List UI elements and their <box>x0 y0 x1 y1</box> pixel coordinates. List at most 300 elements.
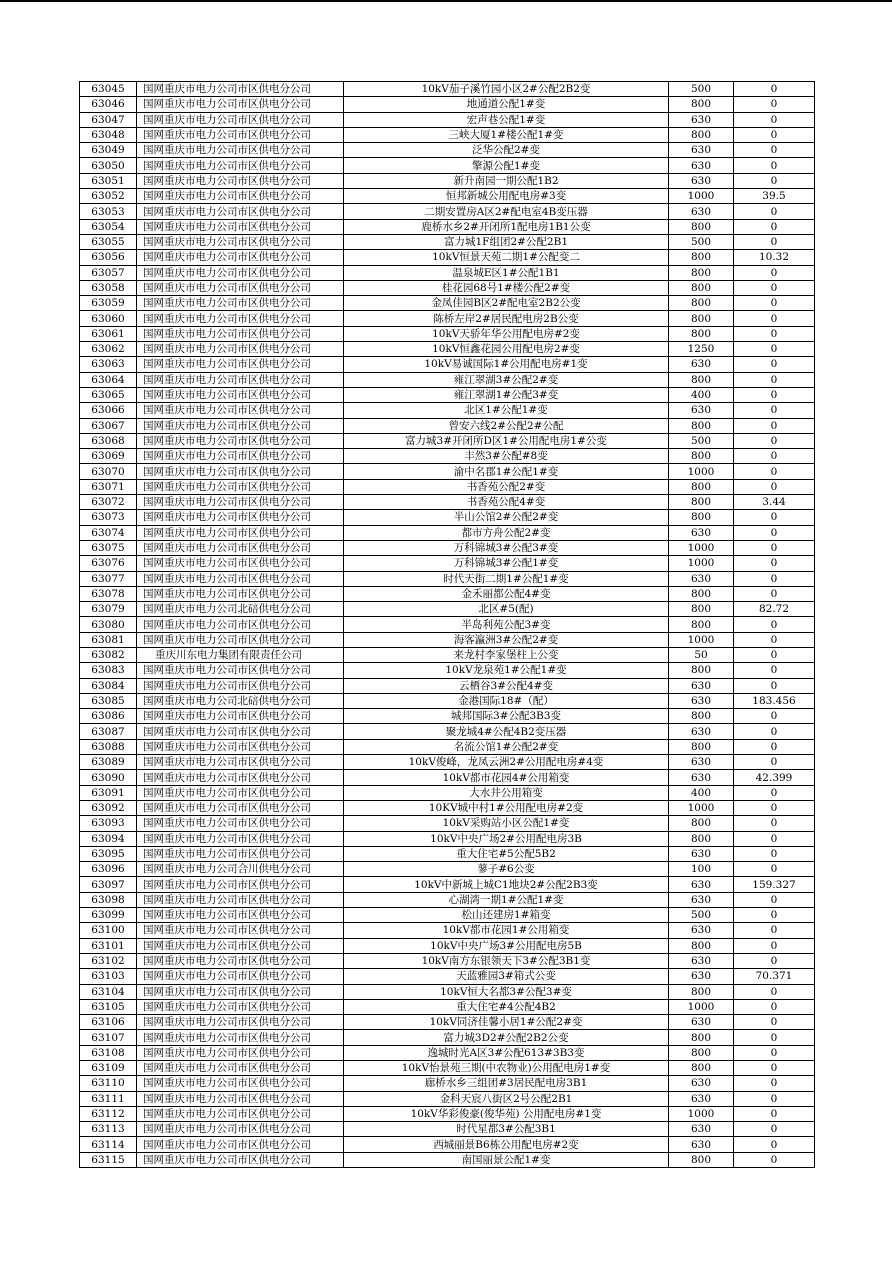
capacity-cell: 1000 <box>669 556 734 571</box>
value-cell: 0 <box>734 724 815 739</box>
value-cell: 0 <box>734 1061 815 1076</box>
value-cell: 0 <box>734 418 815 433</box>
company-cell: 国网重庆市电力公司市区供电分公司 <box>137 556 344 571</box>
company-cell: 国网重庆市电力公司市区供电分公司 <box>137 265 344 280</box>
company-cell: 重庆川东电力集团有限责任公司 <box>137 647 344 662</box>
company-cell: 国网重庆市电力公司市区供电分公司 <box>137 510 344 525</box>
row-id-cell: 63077 <box>80 571 137 586</box>
substation-name-cell: 万科锦城3#公配1#变 <box>344 556 669 571</box>
company-cell: 国网重庆市电力公司市区供电分公司 <box>137 1122 344 1137</box>
table-row <box>80 739 815 754</box>
row-id-cell: 63062 <box>80 342 137 357</box>
value-cell: 0 <box>734 82 815 97</box>
row-id-cell: 63101 <box>80 938 137 953</box>
value-cell: 0 <box>734 403 815 418</box>
company-cell: 国网重庆市电力公司市区供电分公司 <box>137 755 344 770</box>
capacity-cell: 800 <box>669 219 734 234</box>
table-row <box>80 143 815 158</box>
table-row <box>80 693 815 708</box>
capacity-cell: 500 <box>669 234 734 249</box>
row-id-cell: 63076 <box>80 556 137 571</box>
table-row <box>80 984 815 999</box>
substation-name-cell: 曾安六线2#公配2#公配 <box>344 418 669 433</box>
substation-name-cell: 10kV采购站小区公配1#变 <box>344 816 669 831</box>
table-row <box>80 632 815 647</box>
row-id-cell: 63090 <box>80 770 137 785</box>
company-cell: 国网重庆市电力公司市区供电分公司 <box>137 357 344 372</box>
capacity-cell: 630 <box>669 892 734 907</box>
substation-name-cell: 书香苑公配2#变 <box>344 479 669 494</box>
row-id-cell: 63111 <box>80 1091 137 1106</box>
table-row <box>80 724 815 739</box>
company-cell: 国网重庆市电力公司市区供电分公司 <box>137 632 344 647</box>
capacity-cell: 800 <box>669 602 734 617</box>
table-row <box>80 1015 815 1030</box>
value-cell: 0 <box>734 586 815 601</box>
value-cell: 0 <box>734 892 815 907</box>
table-row <box>80 571 815 586</box>
value-cell: 0 <box>734 479 815 494</box>
capacity-cell: 800 <box>669 250 734 265</box>
substation-name-cell: 10kV怡景苑三期(中农物业)公用配电房1#变 <box>344 1061 669 1076</box>
value-cell: 0 <box>734 143 815 158</box>
substation-name-cell: 10kV茄子溪竹园小区2#公配2B2变 <box>344 82 669 97</box>
row-id-cell: 63107 <box>80 1030 137 1045</box>
capacity-cell: 630 <box>669 1122 734 1137</box>
row-id-cell: 63066 <box>80 403 137 418</box>
table-row <box>80 785 815 800</box>
capacity-cell: 630 <box>669 403 734 418</box>
substation-name-cell: 名流公馆1#公配2#变 <box>344 739 669 754</box>
row-id-cell: 63108 <box>80 1045 137 1060</box>
value-cell: 0 <box>734 158 815 173</box>
value-cell: 0 <box>734 1091 815 1106</box>
row-id-cell: 63105 <box>80 999 137 1014</box>
capacity-cell: 630 <box>669 1076 734 1091</box>
table-row <box>80 816 815 831</box>
table-row <box>80 326 815 341</box>
table-row <box>80 510 815 525</box>
value-cell: 0 <box>734 204 815 219</box>
substation-name-cell: 10kV恒景天苑二期1#公配变二 <box>344 250 669 265</box>
capacity-cell: 800 <box>669 739 734 754</box>
table-row <box>80 387 815 402</box>
value-cell: 0 <box>734 923 815 938</box>
company-cell: 国网重庆市电力公司市区供电分公司 <box>137 709 344 724</box>
capacity-cell: 1000 <box>669 800 734 815</box>
company-cell: 国网重庆市电力公司市区供电分公司 <box>137 953 344 968</box>
company-cell: 国网重庆市电力公司市区供电分公司 <box>137 127 344 142</box>
table-row <box>80 479 815 494</box>
capacity-cell: 800 <box>669 495 734 510</box>
row-id-cell: 63052 <box>80 189 137 204</box>
substation-name-cell: 新升南园一期公配1B2 <box>344 173 669 188</box>
table-row <box>80 189 815 204</box>
table-row <box>80 280 815 295</box>
row-id-cell: 63057 <box>80 265 137 280</box>
row-id-cell: 63088 <box>80 739 137 754</box>
table-row <box>80 265 815 280</box>
value-cell: 183.456 <box>734 693 815 708</box>
value-cell: 0 <box>734 999 815 1014</box>
company-cell: 国网重庆市电力公司市区供电分公司 <box>137 372 344 387</box>
table-row <box>80 831 815 846</box>
value-cell: 3.44 <box>734 495 815 510</box>
capacity-cell: 800 <box>669 479 734 494</box>
substation-name-cell: 10kV南方东银领天下3#公配3B1变 <box>344 953 669 968</box>
table-row <box>80 800 815 815</box>
row-id-cell: 63065 <box>80 387 137 402</box>
company-cell: 国网重庆市电力公司市区供电分公司 <box>137 540 344 555</box>
company-cell: 国网重庆市电力公司市区供电分公司 <box>137 342 344 357</box>
capacity-cell: 500 <box>669 82 734 97</box>
row-id-cell: 63115 <box>80 1152 137 1167</box>
capacity-cell: 630 <box>669 693 734 708</box>
capacity-cell: 800 <box>669 311 734 326</box>
row-id-cell: 63045 <box>80 82 137 97</box>
value-cell: 10.32 <box>734 250 815 265</box>
company-cell: 国网重庆市电力公司市区供电分公司 <box>137 1061 344 1076</box>
value-cell: 0 <box>734 678 815 693</box>
table-row <box>80 1030 815 1045</box>
substation-name-cell: 10kV龙泉苑1#公配1#变 <box>344 663 669 678</box>
row-id-cell: 63086 <box>80 709 137 724</box>
capacity-cell: 500 <box>669 433 734 448</box>
substation-name-cell: 富力城3#开闭所D区1#公用配电房1#公变 <box>344 433 669 448</box>
company-cell: 国网重庆市电力公司市区供电分公司 <box>137 1137 344 1152</box>
table-row <box>80 663 815 678</box>
table-row <box>80 82 815 97</box>
value-cell: 0 <box>734 831 815 846</box>
company-cell: 国网重庆市电力公司市区供电分公司 <box>137 785 344 800</box>
capacity-cell: 800 <box>669 510 734 525</box>
table-row <box>80 158 815 173</box>
capacity-cell: 1000 <box>669 189 734 204</box>
value-cell: 0 <box>734 234 815 249</box>
company-cell: 国网重庆市电力公司市区供电分公司 <box>137 189 344 204</box>
capacity-cell: 1000 <box>669 1106 734 1121</box>
value-cell: 0 <box>734 112 815 127</box>
row-id-cell: 63059 <box>80 296 137 311</box>
value-cell: 0 <box>734 755 815 770</box>
company-cell: 国网重庆市电力公司合川供电分公司 <box>137 862 344 877</box>
substation-name-cell: 松山还建房1#箱变 <box>344 908 669 923</box>
substation-name-cell: 渝中名郡1#公配1#变 <box>344 464 669 479</box>
table-row <box>80 617 815 632</box>
table-row <box>80 112 815 127</box>
capacity-cell: 800 <box>669 127 734 142</box>
value-cell: 42.399 <box>734 770 815 785</box>
substation-table <box>79 81 815 1168</box>
table-row <box>80 357 815 372</box>
table-row <box>80 418 815 433</box>
capacity-cell: 800 <box>669 1045 734 1060</box>
company-cell: 国网重庆市电力公司市区供电分公司 <box>137 1106 344 1121</box>
row-id-cell: 63079 <box>80 602 137 617</box>
company-cell: 国网重庆市电力公司市区供电分公司 <box>137 82 344 97</box>
substation-name-cell: 10kV中新城上城C1地块2#公配2B3变 <box>344 877 669 892</box>
value-cell: 0 <box>734 1122 815 1137</box>
table-row <box>80 862 815 877</box>
table-row <box>80 969 815 984</box>
company-cell: 国网重庆市电力公司市区供电分公司 <box>137 296 344 311</box>
row-id-cell: 63112 <box>80 1106 137 1121</box>
row-id-cell: 63049 <box>80 143 137 158</box>
row-id-cell: 63106 <box>80 1015 137 1030</box>
substation-name-cell: 来龙村李家堡柱上公变 <box>344 647 669 662</box>
table-row <box>80 877 815 892</box>
substation-name-cell: 大水井公用箱变 <box>344 785 669 800</box>
company-cell: 国网重庆市电力公司市区供电分公司 <box>137 219 344 234</box>
capacity-cell: 630 <box>669 1137 734 1152</box>
value-cell: 0 <box>734 984 815 999</box>
table-row <box>80 647 815 662</box>
company-cell: 国网重庆市电力公司市区供电分公司 <box>137 846 344 861</box>
row-id-cell: 63081 <box>80 632 137 647</box>
substation-name-cell: 地通道公配1#变 <box>344 97 669 112</box>
substation-name-cell: 二期安置房A区2#配电室4B变压器 <box>344 204 669 219</box>
table-row <box>80 525 815 540</box>
capacity-cell: 800 <box>669 1152 734 1167</box>
value-cell: 0 <box>734 433 815 448</box>
company-cell: 国网重庆市电力公司市区供电分公司 <box>137 173 344 188</box>
row-id-cell: 63072 <box>80 495 137 510</box>
capacity-cell: 630 <box>669 923 734 938</box>
page-top-rule <box>0 0 892 2</box>
row-id-cell: 63069 <box>80 449 137 464</box>
capacity-cell: 400 <box>669 785 734 800</box>
substation-name-cell: 三峡大厦1#楼公配1#变 <box>344 127 669 142</box>
substation-name-cell: 10kV易诚国际1#公用配电房#1变 <box>344 357 669 372</box>
substation-name-cell: 泛华公配2#变 <box>344 143 669 158</box>
substation-name-cell: 西城丽景B6栋公用配电房#2变 <box>344 1137 669 1152</box>
row-id-cell: 63089 <box>80 755 137 770</box>
row-id-cell: 63055 <box>80 234 137 249</box>
capacity-cell: 630 <box>669 846 734 861</box>
row-id-cell: 63096 <box>80 862 137 877</box>
row-id-cell: 63080 <box>80 617 137 632</box>
company-cell: 国网重庆市电力公司北碚供电分公司 <box>137 693 344 708</box>
table-row <box>80 709 815 724</box>
substation-name-cell: 桂花园68号1#楼公配2#变 <box>344 280 669 295</box>
substation-name-cell: 南国丽景公配1#变 <box>344 1152 669 1167</box>
value-cell: 0 <box>734 540 815 555</box>
value-cell: 0 <box>734 387 815 402</box>
capacity-cell: 630 <box>669 770 734 785</box>
substation-name-cell: 逸城时光A区3#公配613#3B3变 <box>344 1045 669 1060</box>
capacity-cell: 100 <box>669 862 734 877</box>
value-cell: 0 <box>734 280 815 295</box>
value-cell: 0 <box>734 1152 815 1167</box>
row-id-cell: 63097 <box>80 877 137 892</box>
value-cell: 0 <box>734 663 815 678</box>
capacity-cell: 630 <box>669 112 734 127</box>
capacity-cell: 1000 <box>669 999 734 1014</box>
company-cell: 国网重庆市电力公司市区供电分公司 <box>137 1076 344 1091</box>
table-row <box>80 1045 815 1060</box>
company-cell: 国网重庆市电力公司市区供电分公司 <box>137 877 344 892</box>
capacity-cell: 1000 <box>669 464 734 479</box>
table-row <box>80 97 815 112</box>
company-cell: 国网重庆市电力公司市区供电分公司 <box>137 969 344 984</box>
value-cell: 0 <box>734 510 815 525</box>
capacity-cell: 630 <box>669 1015 734 1030</box>
table-row <box>80 602 815 617</box>
capacity-cell: 800 <box>669 296 734 311</box>
substation-name-cell: 10kV华彩俊豪(俊华苑) 公用配电房#1变 <box>344 1106 669 1121</box>
table-row <box>80 678 815 693</box>
substation-name-cell: 10kV天骄年华公用配电房#2变 <box>344 326 669 341</box>
value-cell: 0 <box>734 97 815 112</box>
capacity-cell: 630 <box>669 1091 734 1106</box>
table-row <box>80 204 815 219</box>
company-cell: 国网重庆市电力公司市区供电分公司 <box>137 158 344 173</box>
table-row <box>80 342 815 357</box>
substation-name-cell: 温泉城E区1#公配1B1 <box>344 265 669 280</box>
substation-name-cell: 鹿桥水乡2#开闭所1配电房1B1公变 <box>344 219 669 234</box>
table-body <box>80 82 815 1168</box>
table-row <box>80 173 815 188</box>
table-row <box>80 846 815 861</box>
table-row <box>80 1152 815 1167</box>
value-cell: 0 <box>734 449 815 464</box>
value-cell: 0 <box>734 617 815 632</box>
company-cell: 国网重庆市电力公司市区供电分公司 <box>137 464 344 479</box>
company-cell: 国网重庆市电力公司市区供电分公司 <box>137 433 344 448</box>
row-id-cell: 63098 <box>80 892 137 907</box>
row-id-cell: 63061 <box>80 326 137 341</box>
company-cell: 国网重庆市电力公司市区供电分公司 <box>137 1015 344 1030</box>
table-row <box>80 449 815 464</box>
substation-name-cell: 海客瀛洲3#公配2#变 <box>344 632 669 647</box>
value-cell: 0 <box>734 1030 815 1045</box>
table-row <box>80 372 815 387</box>
table-row <box>80 1122 815 1137</box>
company-cell: 国网重庆市电力公司市区供电分公司 <box>137 816 344 831</box>
capacity-cell: 400 <box>669 387 734 402</box>
capacity-cell: 800 <box>669 586 734 601</box>
company-cell: 国网重庆市电力公司市区供电分公司 <box>137 112 344 127</box>
substation-name-cell: 书香苑公配4#变 <box>344 495 669 510</box>
substation-name-cell: 10kV中央广场2#公用配电房3B <box>344 831 669 846</box>
table-row <box>80 219 815 234</box>
company-cell: 国网重庆市电力公司市区供电分公司 <box>137 143 344 158</box>
company-cell: 国网重庆市电力公司市区供电分公司 <box>137 586 344 601</box>
row-id-cell: 63103 <box>80 969 137 984</box>
table-row <box>80 464 815 479</box>
company-cell: 国网重庆市电力公司市区供电分公司 <box>137 403 344 418</box>
capacity-cell: 800 <box>669 617 734 632</box>
substation-name-cell: 蓼子#6公变 <box>344 862 669 877</box>
substation-name-cell: 半山公馆2#公配2#变 <box>344 510 669 525</box>
table-row <box>80 556 815 571</box>
substation-name-cell: 雍江翠湖1#公配3#变 <box>344 387 669 402</box>
capacity-cell: 630 <box>669 173 734 188</box>
capacity-cell: 630 <box>669 969 734 984</box>
table-row <box>80 433 815 448</box>
capacity-cell: 50 <box>669 647 734 662</box>
capacity-cell: 800 <box>669 326 734 341</box>
row-id-cell: 63051 <box>80 173 137 188</box>
capacity-cell: 800 <box>669 418 734 433</box>
substation-name-cell: 重大住宅#4公配4B2 <box>344 999 669 1014</box>
value-cell: 0 <box>734 938 815 953</box>
company-cell: 国网重庆市电力公司市区供电分公司 <box>137 923 344 938</box>
row-id-cell: 63095 <box>80 846 137 861</box>
value-cell: 0 <box>734 816 815 831</box>
row-id-cell: 63093 <box>80 816 137 831</box>
substation-name-cell: 10kV俊峰，龙凤云洲2#公用配电房#4变 <box>344 755 669 770</box>
capacity-cell: 630 <box>669 755 734 770</box>
table-row <box>80 495 815 510</box>
row-id-cell: 63064 <box>80 372 137 387</box>
table-row <box>80 296 815 311</box>
capacity-cell: 800 <box>669 663 734 678</box>
value-cell: 0 <box>734 372 815 387</box>
row-id-cell: 63046 <box>80 97 137 112</box>
capacity-cell: 630 <box>669 204 734 219</box>
value-cell: 0 <box>734 739 815 754</box>
substation-name-cell: 半岛利苑公配3#变 <box>344 617 669 632</box>
row-id-cell: 63060 <box>80 311 137 326</box>
substation-name-cell: 都市方舟公配2#变 <box>344 525 669 540</box>
row-id-cell: 63113 <box>80 1122 137 1137</box>
capacity-cell: 630 <box>669 678 734 693</box>
row-id-cell: 63050 <box>80 158 137 173</box>
substation-name-cell: 北区1#公配1#变 <box>344 403 669 418</box>
company-cell: 国网重庆市电力公司市区供电分公司 <box>137 678 344 693</box>
value-cell: 0 <box>734 800 815 815</box>
capacity-cell: 800 <box>669 280 734 295</box>
value-cell: 0 <box>734 342 815 357</box>
row-id-cell: 63100 <box>80 923 137 938</box>
company-cell: 国网重庆市电力公司市区供电分公司 <box>137 739 344 754</box>
capacity-cell: 630 <box>669 571 734 586</box>
row-id-cell: 63109 <box>80 1061 137 1076</box>
value-cell: 0 <box>734 647 815 662</box>
substation-name-cell: 金禾丽都公配4#变 <box>344 586 669 601</box>
substation-name-cell: 金凤佳园B区2#配电室2B2公变 <box>344 296 669 311</box>
capacity-cell: 1250 <box>669 342 734 357</box>
table-row <box>80 1137 815 1152</box>
table-row <box>80 938 815 953</box>
substation-name-cell: 金港国际18#（配） <box>344 693 669 708</box>
value-cell: 39.5 <box>734 189 815 204</box>
substation-name-cell: 10kV恒大名都3#公配3#变 <box>344 984 669 999</box>
substation-name-cell: 10kV都市花园4#公用箱变 <box>344 770 669 785</box>
table-row <box>80 127 815 142</box>
table-row <box>80 770 815 785</box>
row-id-cell: 63054 <box>80 219 137 234</box>
company-cell: 国网重庆市电力公司市区供电分公司 <box>137 326 344 341</box>
row-id-cell: 63053 <box>80 204 137 219</box>
company-cell: 国网重庆市电力公司市区供电分公司 <box>137 724 344 739</box>
value-cell: 0 <box>734 525 815 540</box>
row-id-cell: 63067 <box>80 418 137 433</box>
substation-name-cell: 10kV同济佳馨小居1#公配2#变 <box>344 1015 669 1030</box>
value-cell: 0 <box>734 846 815 861</box>
capacity-cell: 630 <box>669 724 734 739</box>
capacity-cell: 630 <box>669 953 734 968</box>
value-cell: 0 <box>734 219 815 234</box>
value-cell: 0 <box>734 357 815 372</box>
value-cell: 0 <box>734 296 815 311</box>
substation-name-cell: 丰然3#公配#8变 <box>344 449 669 464</box>
substation-name-cell: 10kV恒鑫花园公用配电房2#变 <box>344 342 669 357</box>
table-row <box>80 234 815 249</box>
value-cell: 159.327 <box>734 877 815 892</box>
capacity-cell: 800 <box>669 938 734 953</box>
